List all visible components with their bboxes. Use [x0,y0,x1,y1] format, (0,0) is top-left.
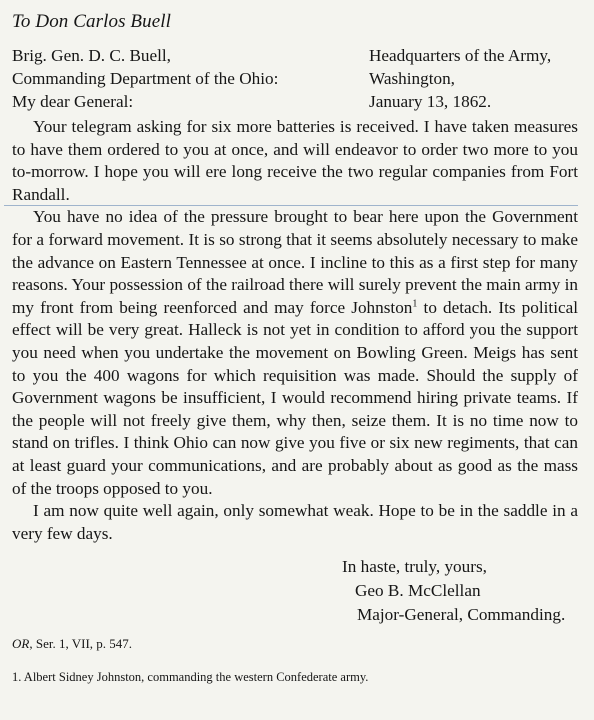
letter-header [10,44,594,116]
closing-block [10,555,594,627]
valediction: In haste, truly, yours, [342,557,487,577]
headquarters-line: Headquarters of the Army, [369,46,552,65]
paragraph-2 [12,206,578,500]
paragraph-2-start: You have no idea of the pressure brought to bear here upon the Government for a forward movement. It is so strong that it seems absolutely necessary to make the advance on Eastern Tennessee at once. I incline to this as a first step for many reasons. Your possession of the railroad there will surely prevent the main army in my front from being reenforced and may force Johnston [12,207,578,317]
salutation: My dear General: [12,92,134,111]
signatory-rank: Major-General, Commanding. [357,605,566,625]
letter-body [12,116,578,545]
recipient-command: Commanding Department of the Ohio: [12,69,279,88]
signature: Geo B. McClellan [355,581,481,601]
footnote: 1. Albert Sidney Johnston, commanding the western Confederate army. [12,670,369,685]
source-abbrev: OR [12,636,30,652]
paragraph-1: Your telegram asking for six more batteries is received. I have taken measures to have them ordered to you at once, and will endeavor to order two more to you to-morrow. I hope you will ere long receive the two regular companies from Fort Randall. [12,117,578,204]
city-line: Washington, [369,69,455,88]
source-citation [12,635,594,653]
paragraph-3: I am now quite well again, only somewhat weak. Hope to be in the saddle in a very few days. [12,501,578,543]
recipient-block [12,44,278,113]
footnote-mark: 1 [412,298,418,310]
paragraph-2-rest: to detach. Its political effect will be very great. Halleck is not yet in condition to afford you the support you need when you undertake the movement on Bowling Green. Meigs has sent to you the 400 wagons for which requisition was made. Should the supply of Government wagons be insufficient, I would recommend hiring private teams. If the people will not freely give them, why then, seize them. It is no time now to stand on trifles. I think Ohio can now give you five or six new regiments, that can at least guard your communications, and are probably about as good as the mass of the troops opposed to you. [12,297,578,498]
date-line: January 13, 1862. [369,92,492,111]
letter-title: To Don Carlos Buell [12,11,172,32]
source-reference: , Ser. 1, VII, p. 547. [29,636,133,652]
recipient-name: Brig. Gen. D. C. Buell, [12,46,171,65]
location-date-block [369,44,551,113]
